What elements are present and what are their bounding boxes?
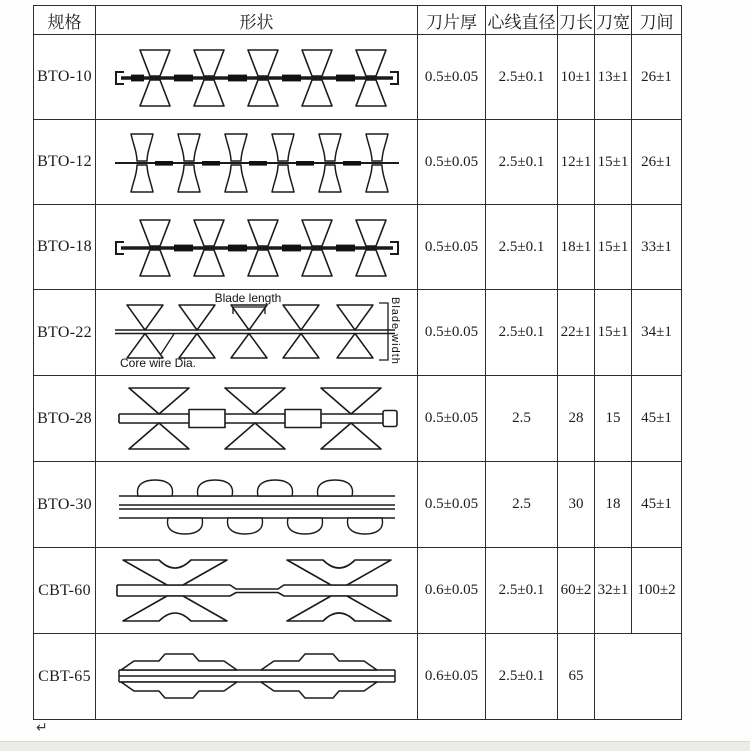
cell-core: 2.5±0.1 bbox=[486, 205, 558, 290]
cell-spacing: 45±1 bbox=[632, 462, 682, 548]
razor-wire-diagram-bto-18 bbox=[97, 206, 417, 289]
cell-spacing: 100±2 bbox=[632, 548, 682, 634]
cell-core: 2.5±0.1 bbox=[486, 35, 558, 120]
cell-thickness: 0.5±0.05 bbox=[418, 376, 486, 462]
blade-width-annotation: Blade width bbox=[389, 297, 401, 365]
cell-width: 15±1 bbox=[595, 290, 632, 376]
table-row-bto-30 bbox=[34, 462, 682, 548]
razor-wire-diagram-bto-30 bbox=[97, 462, 417, 547]
cell-length: 65 bbox=[558, 634, 595, 720]
table-row-bto-22 bbox=[34, 290, 682, 376]
cell-width: 15±1 bbox=[595, 205, 632, 290]
cell-width: 13±1 bbox=[595, 35, 632, 120]
cell-width: 15 bbox=[595, 376, 632, 462]
shape-cell-bto-22 bbox=[96, 290, 418, 376]
shape-cell-cbt-65 bbox=[96, 634, 418, 720]
shape-cell-bto-28 bbox=[96, 376, 418, 462]
razor-wire-spec-table bbox=[33, 5, 682, 720]
spec-label: BTO-18 bbox=[34, 205, 96, 290]
cell-core: 2.5±0.1 bbox=[486, 548, 558, 634]
razor-wire-diagram-bto-12 bbox=[97, 121, 417, 204]
cell-thickness: 0.5±0.05 bbox=[418, 290, 486, 376]
cell-core: 2.5 bbox=[486, 376, 558, 462]
core-wire-leader-line bbox=[161, 334, 174, 354]
cell-length: 22±1 bbox=[558, 290, 595, 376]
blade-length-annotation: Blade length bbox=[214, 291, 282, 305]
table-row-bto-18 bbox=[34, 205, 682, 290]
col-header-shape: 形状 bbox=[96, 6, 418, 35]
cell-core: 2.5 bbox=[486, 462, 558, 548]
razor-wire-diagram-cbt-65 bbox=[97, 634, 417, 719]
cell-width: 15±1 bbox=[595, 120, 632, 205]
header-row bbox=[34, 6, 682, 35]
cell-spacing: 34±1 bbox=[632, 290, 682, 376]
razor-wire-diagram-bto-10 bbox=[97, 36, 417, 119]
cell-spacing: 26±1 bbox=[632, 35, 682, 120]
cell-core: 2.5±0.1 bbox=[486, 120, 558, 205]
spec-label: BTO-28 bbox=[34, 376, 96, 462]
cell-thickness: 0.6±0.05 bbox=[418, 548, 486, 634]
col-header-blade-length: 刀长 bbox=[558, 6, 595, 35]
shape-cell-bto-30 bbox=[96, 462, 418, 548]
paragraph-return-mark: ↵ bbox=[36, 720, 48, 736]
spec-label: CBT-65 bbox=[34, 634, 96, 720]
table-row-bto-10 bbox=[34, 35, 682, 120]
cell-spacing: 45±1 bbox=[632, 376, 682, 462]
cell-length: 18±1 bbox=[558, 205, 595, 290]
cell-thickness: 0.5±0.05 bbox=[418, 462, 486, 548]
col-header-thickness: 刀片厚 bbox=[418, 6, 486, 35]
cell-thickness: 0.5±0.05 bbox=[418, 35, 486, 120]
shape-cell-bto-18 bbox=[96, 205, 418, 290]
cell-length: 30 bbox=[558, 462, 595, 548]
spec-label: BTO-12 bbox=[34, 120, 96, 205]
table-row-bto-12 bbox=[34, 120, 682, 205]
cell-length: 28 bbox=[558, 376, 595, 462]
cell-thickness: 0.6±0.05 bbox=[418, 634, 486, 720]
spec-label: CBT-60 bbox=[34, 548, 96, 634]
cell-length: 10±1 bbox=[558, 35, 595, 120]
cell-thickness: 0.5±0.05 bbox=[418, 205, 486, 290]
cell-spacing: 26±1 bbox=[632, 120, 682, 205]
col-header-core-diameter: 心线直径 bbox=[486, 6, 558, 35]
core-wire-annotation: Core wire Dia. bbox=[120, 356, 197, 370]
col-header-spec: 规格 bbox=[34, 6, 96, 35]
cell-length: 12±1 bbox=[558, 120, 595, 205]
shape-cell-cbt-60 bbox=[96, 548, 418, 634]
spec-label: BTO-10 bbox=[34, 35, 96, 120]
table-row-cbt-60 bbox=[34, 548, 682, 634]
razor-wire-diagram-cbt-60 bbox=[97, 548, 417, 633]
blade-width-bracket bbox=[379, 303, 388, 360]
cell-core: 2.5±0.1 bbox=[486, 634, 558, 720]
razor-wire-diagram-bto-28 bbox=[97, 376, 417, 461]
col-header-blade-spacing: 刀间 bbox=[632, 6, 682, 35]
cell-width-spacing-merged bbox=[595, 634, 682, 720]
spec-label: BTO-30 bbox=[34, 462, 96, 548]
shape-cell-bto-12 bbox=[96, 120, 418, 205]
table-row-bto-28 bbox=[34, 376, 682, 462]
table-row-cbt-65 bbox=[34, 634, 682, 720]
col-header-blade-width: 刀宽 bbox=[595, 6, 632, 35]
cell-width: 18 bbox=[595, 462, 632, 548]
spec-label: BTO-22 bbox=[34, 290, 96, 376]
cell-length: 60±2 bbox=[558, 548, 595, 634]
cell-width: 32±1 bbox=[595, 548, 632, 634]
cell-thickness: 0.5±0.05 bbox=[418, 120, 486, 205]
shape-cell-bto-10 bbox=[96, 35, 418, 120]
cell-core: 2.5±0.1 bbox=[486, 290, 558, 376]
cell-spacing: 33±1 bbox=[632, 205, 682, 290]
